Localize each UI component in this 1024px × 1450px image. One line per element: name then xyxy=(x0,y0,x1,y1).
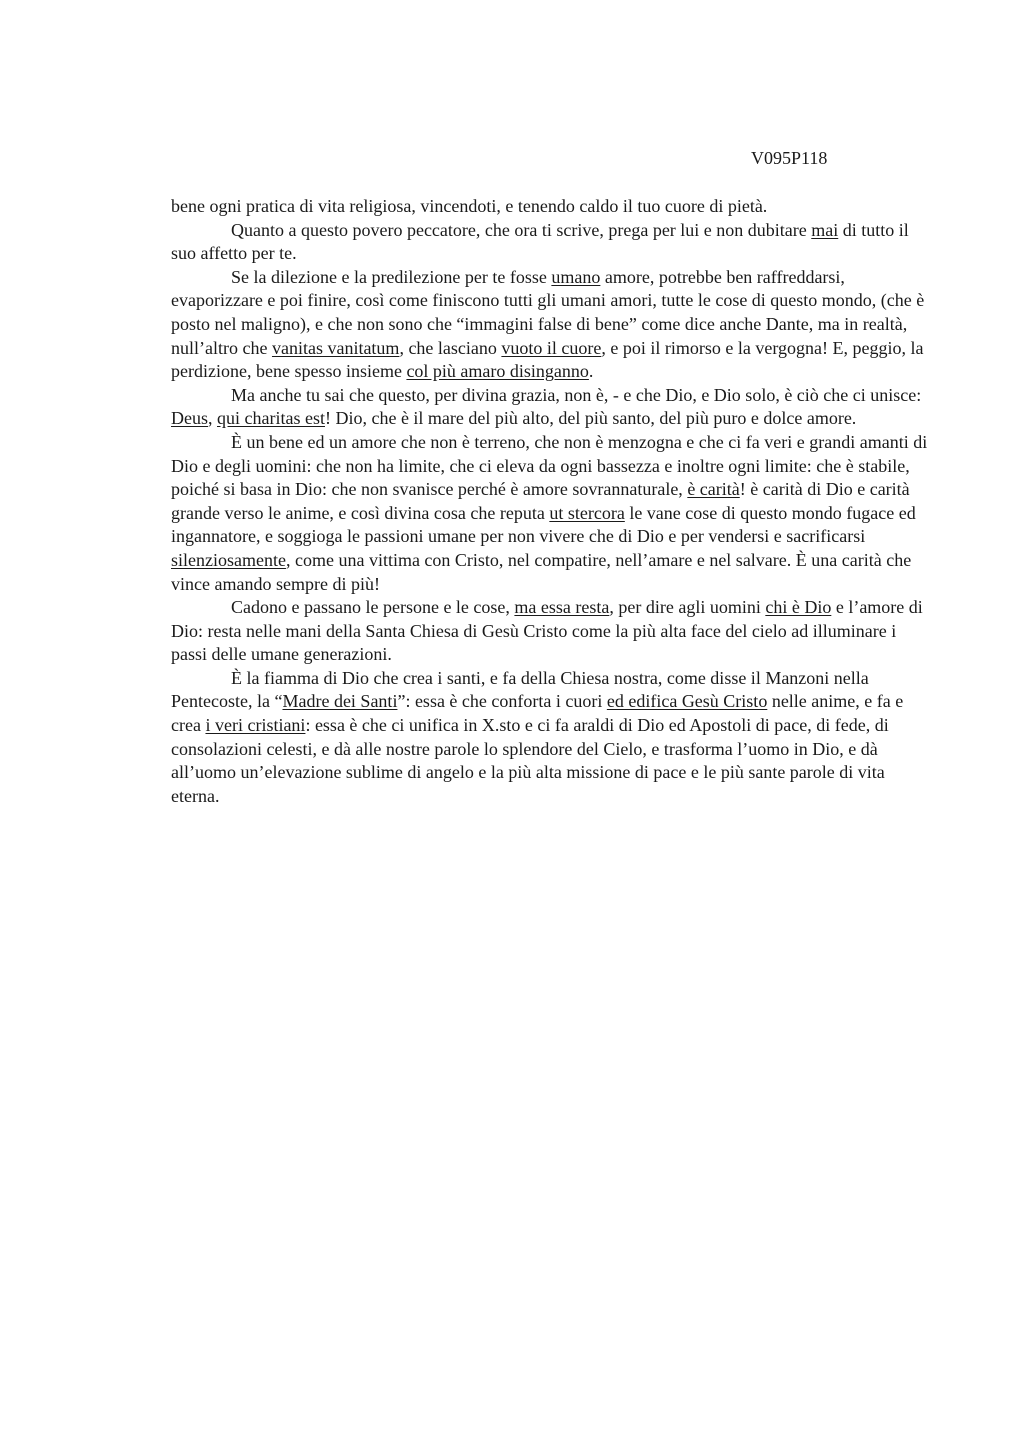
underlined-text: umano xyxy=(551,266,601,287)
underlined-text: mai xyxy=(811,219,839,240)
text-segment: È la fiamma di Dio che crea i santi, e fa della Chiesa nostra, come disse il Manzoni nella Pentecoste, la “ xyxy=(171,667,869,712)
letter-body xyxy=(171,195,931,808)
text-segment: , xyxy=(208,408,217,429)
text-segment: le vane cose di questo mondo fugace ed ingannatore, e soggioga le passioni umane per non vivere che di Dio e per vendersi e sacrificarsi xyxy=(171,502,916,547)
underlined-text: qui charitas est xyxy=(217,408,325,429)
text-segment: Se la dilezione e la predilezione per te fosse xyxy=(231,266,552,287)
underlined-text: ut stercora xyxy=(549,502,625,523)
underlined-text: Madre dei Santi xyxy=(282,691,398,712)
paragraph xyxy=(171,266,931,384)
underlined-text: ma essa resta xyxy=(514,597,610,618)
underlined-text: chi è Dio xyxy=(765,597,832,618)
text-segment: , come una vittima con Cristo, nel compatire, nell’amare e nel salvare. È una carità che vince amando sempre di più! xyxy=(171,549,912,594)
underlined-text: Deus xyxy=(171,408,208,429)
text-segment: , che lasciano xyxy=(399,337,502,358)
text-segment: Cadono e passano le persone e le cose, xyxy=(231,597,515,618)
page-reference: V095P118 xyxy=(751,148,828,168)
text-segment: ! Dio, che è il mare del più alto, del più santo, del più puro e dolce amore. xyxy=(324,408,857,429)
text-segment: . xyxy=(588,361,594,382)
text-segment: ”: essa è che conforta i cuori xyxy=(397,691,607,712)
underlined-text: i veri cristiani xyxy=(205,715,306,736)
text-segment: Ma anche tu sai che questo, per divina grazia, non è, - e che Dio, e Dio solo, è ciò che ci unisce: xyxy=(231,384,922,405)
paragraph xyxy=(171,384,931,431)
paragraph xyxy=(171,219,931,266)
text-segment: : essa è che ci unifica in X.sto e ci fa araldi di Dio ed Apostoli di pace, di fede, di consolazioni celesti, e dà alle nostre parole lo splendore del Cielo, e trasforma l’uomo in Dio, e dà all’uomo un’elevazione sublime di angelo e la più alta missione di pace e le più sante parole di vita eterna. xyxy=(171,715,889,806)
underlined-text: è carità xyxy=(687,479,740,500)
underlined-text: vuoto il cuore xyxy=(501,337,602,358)
underlined-text: col più amaro disinganno xyxy=(406,361,589,382)
underlined-text: vanitas vanitatum xyxy=(271,337,400,358)
text-segment: È un bene ed un amore che non è terreno, che non è menzogna e che ci fa veri e grandi amanti di Dio e degli uomini: che non ha limite, che ci eleva da ogni bassezza e inoltre ogni limite: che è stabile, poiché si basa in Dio: che non svanisce perché è amore sovrannaturale, xyxy=(171,431,928,500)
paragraph xyxy=(171,431,931,596)
paragraph xyxy=(171,195,931,219)
text-segment: , e poi il rimorso e la vergogna! E, peggio, la perdizione, bene spesso insieme xyxy=(171,337,924,382)
paragraph xyxy=(171,667,931,809)
underlined-text: ed edifica Gesù Cristo xyxy=(606,691,768,712)
text-segment: di tutto il suo affetto per te. xyxy=(171,219,909,264)
text-segment: ! è carità di Dio e carità grande verso le anime, e così divina cosa che reputa xyxy=(171,479,910,523)
text-segment: Quanto a questo povero peccatore, che ora ti scrive, prega per lui e non dubitare xyxy=(231,219,812,240)
text-segment: amore, potrebbe ben raffreddarsi, evaporizzare e poi finire, così come finiscono tutti gli umani amori, tutte le cose di questo mondo, (che è posto nel maligno), e che non sono che “immagini false di bene” come dice anche Dante, ma in realtà, null’altro che xyxy=(171,266,925,358)
text-segment: bene ogni pratica di vita religiosa, vincendoti, e tenendo caldo il tuo cuore di pietà. xyxy=(171,196,768,216)
text-segment: e l’amore di Dio: resta nelle mani della Santa Chiesa di Gesù Cristo come la più alta face del cielo ad illuminare i passi delle umane generazioni. xyxy=(171,597,923,665)
text-segment: , per dire agli uomini xyxy=(609,597,766,618)
paragraph xyxy=(171,596,931,667)
text-segment: nelle anime, e fa e crea xyxy=(171,691,904,736)
underlined-text: silenziosamente xyxy=(171,549,286,570)
